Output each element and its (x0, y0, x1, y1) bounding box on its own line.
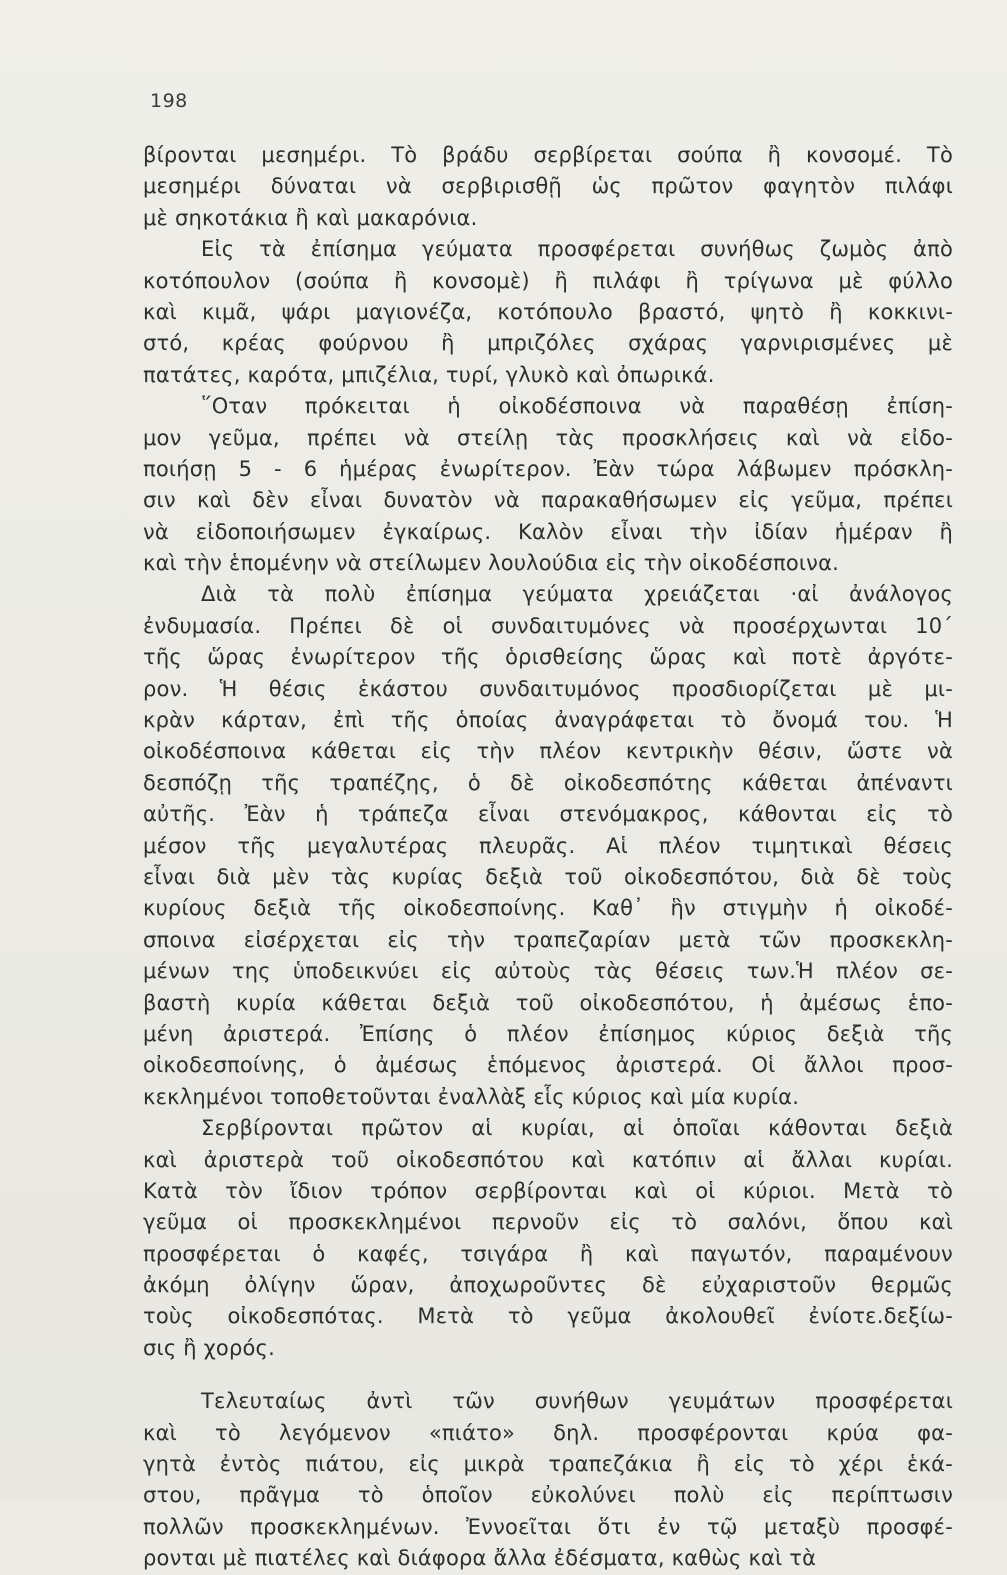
paragraph (143, 140, 953, 234)
paragraph-gap (143, 1364, 953, 1386)
text-line: ἀκόμη ὀλίγην ὥραν, ἀποχωροῦντες δὲ εὐχαριστοῦν θερμῶς (143, 1273, 953, 1298)
text-line: οἰκοδεσποίνης, ὁ ἀμέσως ἑπόμενος ἀριστερά. Οἱ ἄλλοι προσ- (143, 1053, 953, 1078)
text-line: βαστὴ κυρία κάθεται δεξιὰ τοῦ οἰκοδεσπότου, ἡ ἀμέσως ἑπο- (143, 990, 953, 1015)
text-line: σποινα εἰσέρχεται εἰς τὴν τραπεζαρίαν μετὰ τῶν προσκεκλη- (143, 927, 953, 952)
paragraph (143, 1386, 953, 1574)
text-line: γητὰ ἐντὸς πιάτου, εἰς μικρὰ τραπεζάκια ἢ εἰς τὸ χέρι ἑκά- (143, 1452, 953, 1477)
text-line: Εἰς τὰ ἐπίσημα γεύματα προσφέρεται συνήθως ζωμὸς ἀπὸ (201, 237, 953, 262)
text-line: κρὰν κάρταν, ἐπὶ τῆς ὁποίας ἀναγράφεται τὸ ὄνομά του. Ἡ (143, 708, 953, 733)
text-line: προσφέρεται ὁ καφές, τσιγάρα ἢ καὶ παγωτόν, παραμένουν (143, 1241, 953, 1266)
text-line: Σερβίρονται πρῶτον αἱ κυρίαι, αἱ ὁποῖαι κάθονται δεξιὰ (201, 1116, 953, 1141)
paragraph (143, 391, 953, 579)
text-line: τῆς ὥρας ἐνωρίτερον τῆς ὁρισθείσης ὥρας καὶ ποτὲ ἀργότε- (143, 645, 953, 670)
text-line: ρονται μὲ πιατέλες καὶ διάφορα ἄλλα ἐδέσματα, καθὼς καὶ τὰ (143, 1546, 817, 1571)
text-line: σιν καὶ δὲν εἶναι δυνατὸν νὰ παρακαθήσωμεν εἰς γεῦμα, πρέπει (143, 488, 953, 513)
text-line: νὰ εἰδοποιήσωμεν ἐγκαίρως. Καλὸν εἶναι τὴν ἰδίαν ἡμέραν ἢ (143, 519, 953, 544)
text-line: Τελευταίως ἀντὶ τῶν συνήθων γευμάτων προσφέρεται (201, 1389, 953, 1414)
text-line: κεκλημένοι τοποθετοῦνται ἐναλλὰξ εἷς κύριος καὶ μία κυρία. (143, 1084, 800, 1109)
text-line: στου, πρᾶγμα τὸ ὁποῖον εὐκολύνει πολὺ εἰς περίπτωσιν (143, 1483, 953, 1508)
text-line: ρον. Ἡ θέσις ἑκάστου συνδαιτυμόνος προσδιορίζεται μὲ μι- (143, 676, 953, 701)
text-line: καὶ τὴν ἑπομένην νὰ στείλωμεν λουλούδια εἰς τὴν οἰκοδέσποινα. (143, 551, 840, 576)
paragraph (143, 1113, 953, 1364)
text-line: αὐτῆς. Ἐὰν ἡ τράπεζα εἶναι στενόμακρος, κάθονται εἰς τὸ (143, 802, 953, 827)
text-line: μὲ σηκοτάκια ἢ καὶ μακαρόνια. (143, 205, 478, 230)
text-line: στό, κρέας φούρνου ἢ μπριζόλες σχάρας γαρνιρισμένες μὲ (143, 331, 953, 356)
text-line: οἰκοδέσποινα κάθεται εἰς τὴν πλέον κεντρικὴν θέσιν, ὥστε νὰ (143, 739, 953, 764)
text-line: σις ἢ χορός. (143, 1335, 275, 1360)
text-line: ποιήσῃ 5 - 6 ἡμέρας ἐνωρίτερον. Ἐὰν τώρα λάβωμεν πρόσκλη- (143, 456, 953, 481)
paragraph (143, 579, 953, 1113)
text-line: καὶ ἀριστερὰ τοῦ οἰκοδεσπότου καὶ κατόπιν αἱ ἄλλαι κυρίαι. (143, 1147, 953, 1172)
body-text (143, 140, 953, 1575)
text-line: κυρίους δεξιὰ τῆς οἰκοδεσποίνης. Καθ᾽ ἣν στιγμὴν ἡ οἰκοδέ- (143, 896, 953, 921)
text-line: Κατὰ τὸν ἴδιον τρόπον σερβίρονται καὶ οἱ κύριοι. Μετὰ τὸ (143, 1178, 953, 1203)
text-line: μένη ἀριστερά. Ἐπίσης ὁ πλέον ἐπίσημος κύριος δεξιὰ τῆς (143, 1021, 953, 1046)
text-line: κοτόπουλον (σούπα ἢ κονσομὲ) ἢ πιλάφι ἢ τρίγωνα μὲ φύλλο (143, 268, 953, 293)
text-line: μένων της ὑποδεικνύει εἰς αὐτοὺς τὰς θέσεις των.Ἡ πλέον σε- (143, 959, 953, 984)
text-line: γεῦμα οἱ προσκεκλημένοι περνοῦν εἰς τὸ σαλόνι, ὅπου καὶ (143, 1210, 953, 1235)
text-line: δεσπόζῃ τῆς τραπέζης, ὁ δὲ οἰκοδεσπότης κάθεται ἀπέναντι (143, 770, 953, 795)
text-line: ῞Οταν πρόκειται ἡ οἰκοδέσποινα νὰ παραθέσῃ ἐπίση- (201, 394, 953, 419)
text-line: καὶ τὸ λεγόμενον «πιάτο» δηλ. προσφέρονται κρύα φα- (143, 1420, 953, 1445)
page-number: 198 (150, 90, 188, 112)
text-line: εἶναι διὰ μὲν τὰς κυρίας δεξιὰ τοῦ οἰκοδεσπότου, διὰ δὲ τοὺς (143, 864, 953, 889)
text-line: μέσον τῆς μεγαλυτέρας πλευρᾶς. Αἱ πλέον τιμητικαὶ θέσεις (143, 833, 953, 858)
text-line: βίρονται μεσημέρι. Τὸ βράδυ σερβίρεται σούπα ἢ κονσομέ. Τὸ (143, 143, 953, 167)
text-line: τοὺς οἰκοδεσπότας. Μετὰ τὸ γεῦμα ἀκολουθεῖ ἐνίοτε.δεξίω- (143, 1304, 953, 1329)
text-line: πολλῶν προσκεκλημένων. Ἐννοεῖται ὅτι ἐν τῷ μεταξὺ προσφέ- (143, 1514, 953, 1539)
text-line: ἐνδυμασία. Πρέπει δὲ οἱ συνδαιτυμόνες νὰ προσέρχωνται 10΄ (143, 613, 953, 638)
text-line: καὶ κιμᾶ, ψάρι μαγιονέζα, κοτόπουλο βραστό, ψητὸ ἢ κοκκινι- (143, 299, 953, 324)
paragraph (143, 234, 953, 391)
text-line: μεσημέρι δύναται νὰ σερβιρισθῇ ὡς πρῶτον φαγητὸν πιλάφι (143, 174, 953, 199)
text-line: Διὰ τὰ πολὺ ἐπίσημα γεύματα χρειάζεται ·αἰ ἀνάλογος (201, 582, 953, 607)
text-line: πατάτες, καρότα, μπιζέλια, τυρί, γλυκὸ καὶ ὀπωρικά. (143, 362, 715, 387)
text-line: μον γεῦμα, πρέπει νὰ στείλῃ τὰς προσκλήσεις καὶ νὰ εἰδο- (143, 425, 953, 450)
